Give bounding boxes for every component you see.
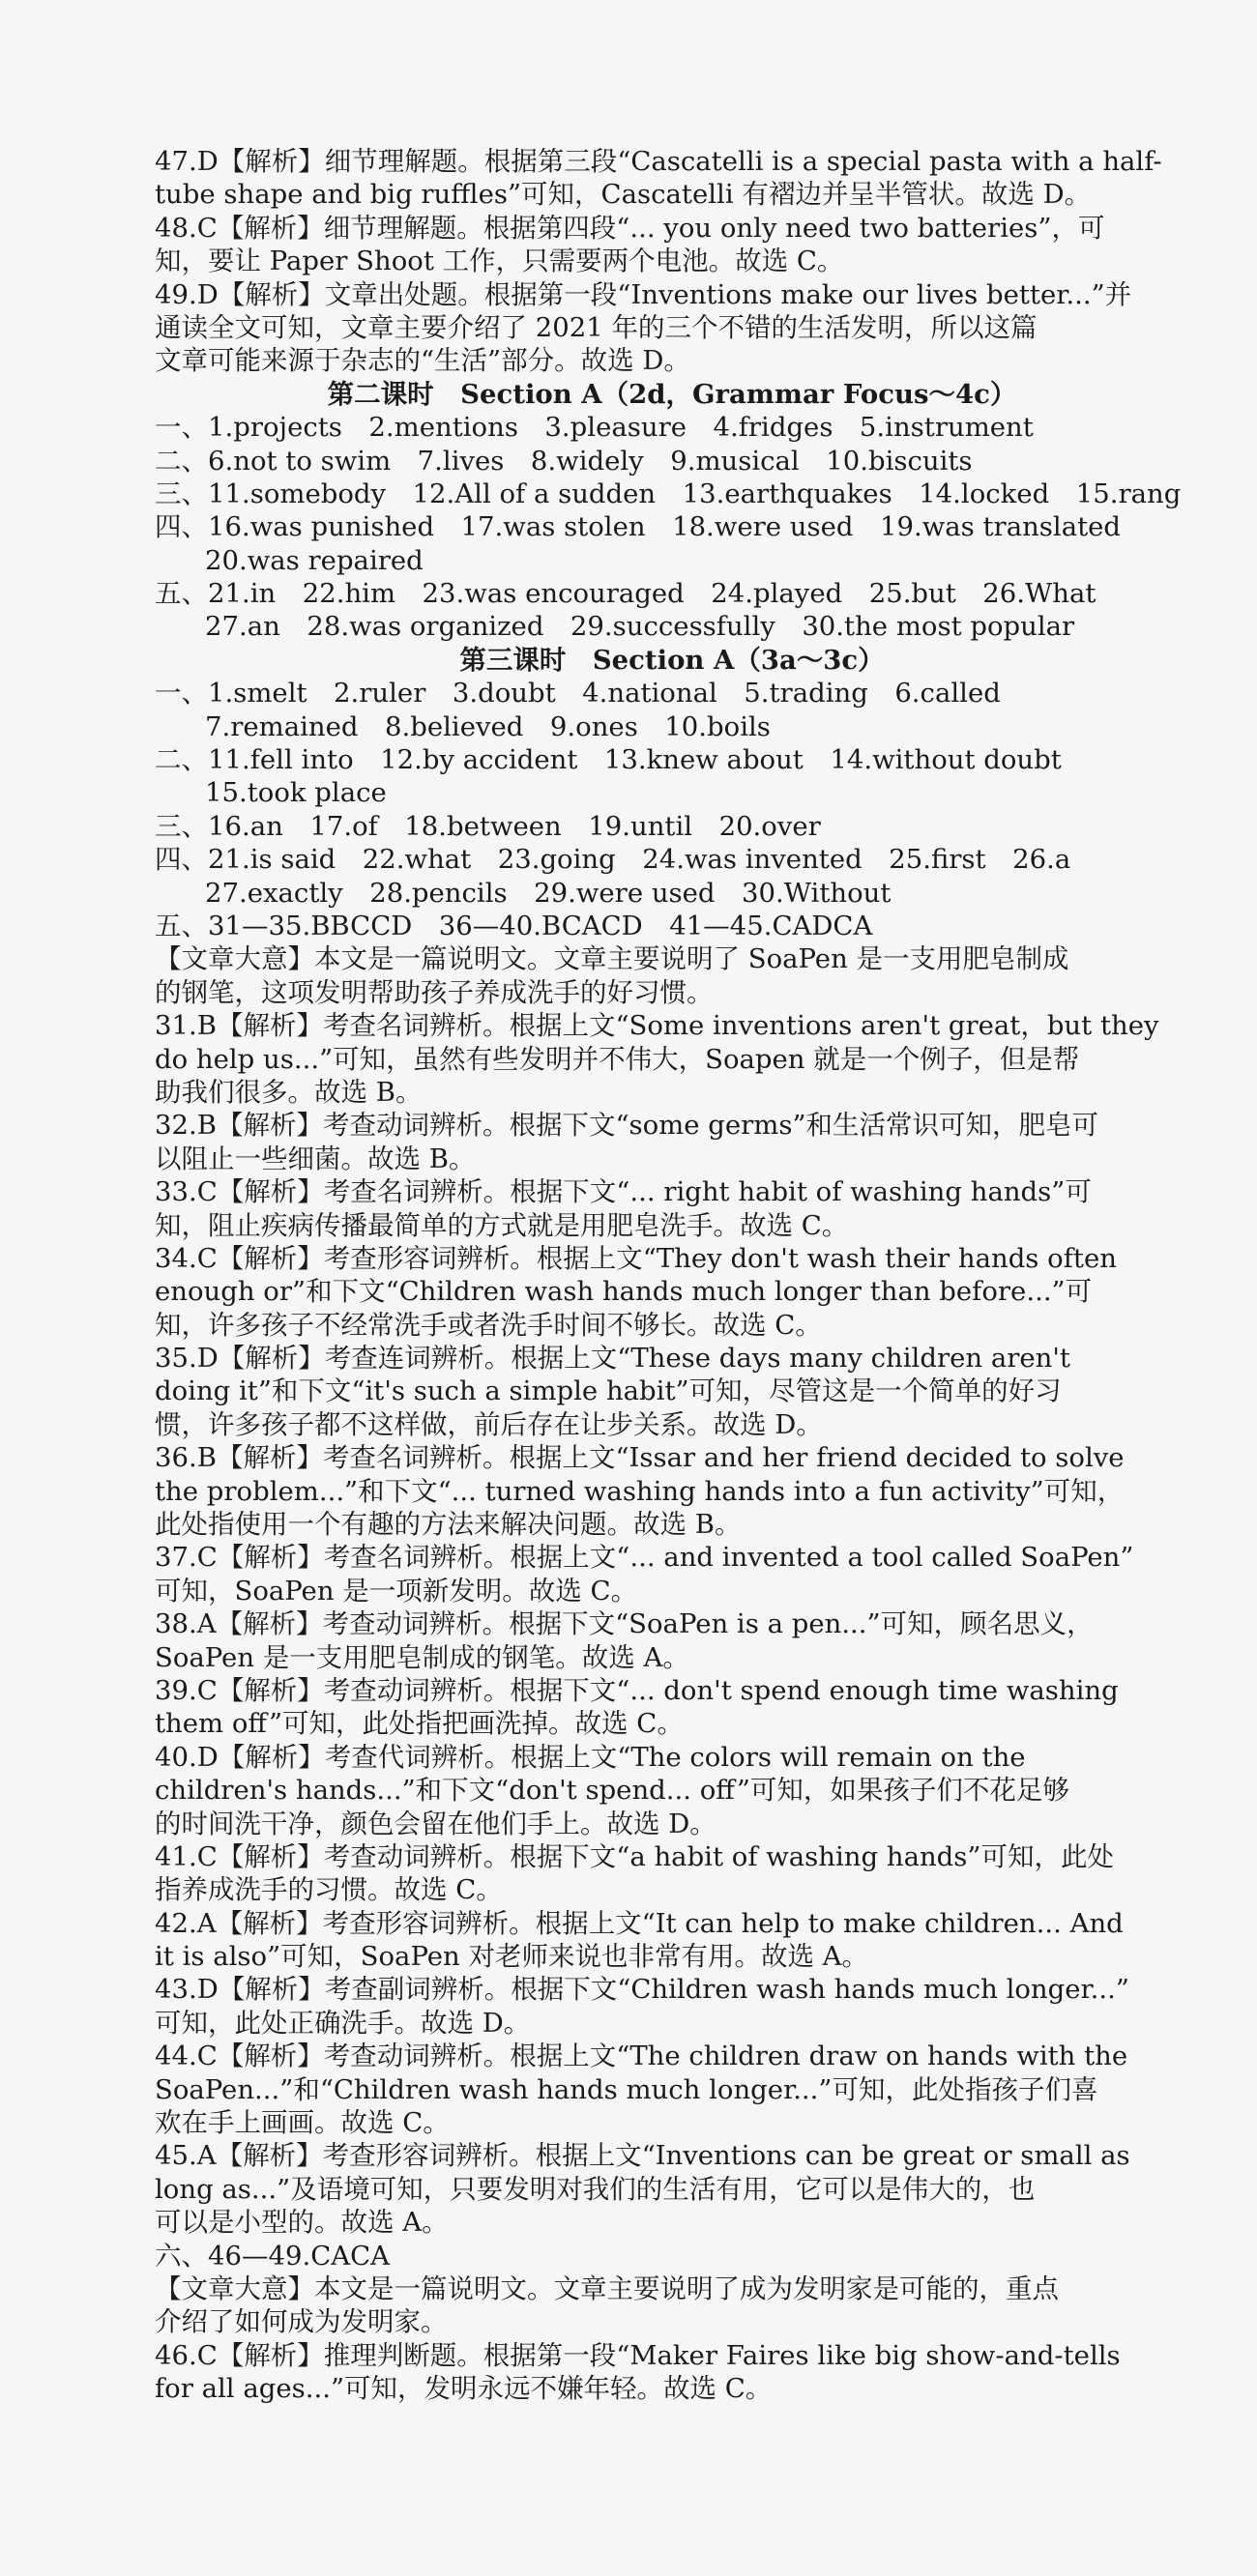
text-line: it is also”可知，SoaPen 对老师来说也非常有用。故选 A。 (155, 1941, 869, 1973)
text-line: long as...”及语境可知，只要发明对我们的生活有用，它可以是伟大的，也 (155, 2173, 1036, 2205)
text-line: 的钢笔，这项发明帮助孩子养成洗手的好习惯。 (155, 976, 714, 1008)
text-line: 四、16.was punished 17.was stolen 18.were used 19.was translated (155, 511, 1122, 543)
text-line: 五、21.in 22.him 23.was encouraged 24.played 25.but 26.What (155, 578, 1096, 610)
text-line: 43.D【解析】考查副词辨析。根据下文“Children wash hands much longer...” (155, 1974, 1129, 2006)
section-heading: 第三课时 Section A（3a～3c） (459, 644, 885, 676)
text-line: 42.A【解析】考查形容词辨析。根据上文“It can help to make children... And (155, 1907, 1124, 1939)
text-line: 可知，SoaPen 是一项新发明。故选 C。 (155, 1575, 638, 1606)
text-line: 五、31—35.BBCCD 36—40.BCACD 41—45.CADCA (155, 910, 873, 941)
text-line: 34.C【解析】考查形容词辨析。根据上文“They don't wash their hands often (155, 1242, 1117, 1274)
text-line: do help us...”可知，虽然有些发明并不伟大，Soapen 就是一个例子，但是帮 (155, 1043, 1080, 1075)
text-line: 47.D【解析】细节理解题。根据第三段“Cascatelli is a special pasta with a half- (155, 146, 1162, 177)
text-line: 三、16.an 17.of 18.between 19.until 20.over (155, 810, 821, 842)
text-line: 六、46—49.CACA (155, 2240, 391, 2272)
text-line: enough or”和下文“Children wash hands much longer than before...”可 (155, 1276, 1093, 1308)
text-line: 二、11.fell into 12.by accident 13.knew about 14.without doubt (155, 744, 1062, 776)
text-line: 【文章大意】本文是一篇说明文。文章主要说明了 SoaPen 是一支用肥皂制成 (155, 943, 1069, 975)
text-line: 46.C【解析】推理判断题。根据第一段“Maker Faires like big show-and-tells (155, 2339, 1121, 2371)
text-line: 35.D【解析】考查连词辨析。根据上文“These days many children aren't (155, 1343, 1070, 1375)
text-line: 33.C【解析】考查名词辨析。根据下文“... right habit of washing hands”可 (155, 1176, 1092, 1208)
text-line: 44.C【解析】考查动词辨析。根据上文“The children draw on hands with the (155, 2041, 1128, 2072)
text-line: 知，要让 Paper Shoot 工作，只需要两个电池。故选 C。 (155, 246, 844, 277)
text-line: 三、11.somebody 12.All of a sudden 13.earthquakes 14.locked 15.rang (155, 478, 1182, 509)
text-line: 一、1.projects 2.mentions 3.pleasure 4.fridges 5.instrument (155, 412, 1034, 444)
text-line: 31.B【解析】考查名词辨析。根据上文“Some inventions aren't great，but they (155, 1010, 1159, 1042)
text-line: them off”可知，此处指把画洗掉。故选 C。 (155, 1708, 684, 1740)
text-line: 48.C【解析】细节理解题。根据第四段“... you only need two batteries”，可 (155, 212, 1105, 244)
text-line: 此处指使用一个有趣的方法来解决问题。故选 B。 (155, 1509, 742, 1541)
text-line: 可知，此处正确洗手。故选 D。 (155, 2007, 531, 2039)
text-line: 文章可能来源于杂志的“生活”部分。故选 D。 (155, 345, 690, 377)
text-line: 27.exactly 28.pencils 29.were used 30.Without (205, 877, 892, 909)
text-line: the problem...”和下文“... turned washing hands into a fun activity”可知， (155, 1475, 1125, 1507)
text-line: 指养成洗手的习惯。故选 C。 (155, 1874, 503, 1906)
text-line: 的时间洗干净，颜色会留在他们手上。故选 D。 (155, 1808, 716, 1839)
text-line: 7.remained 8.believed 9.ones 10.boils (205, 710, 771, 742)
text-line: 41.C【解析】考查动词辨析。根据下文“a habit of washing hands”可知，此处 (155, 1840, 1114, 1872)
text-line: tube shape and big ruffles”可知，Cascatelli 有褶边并呈半管状。故选 D。 (155, 179, 1092, 211)
text-line: 15.took place (205, 777, 387, 809)
text-line: 32.B【解析】考查动词辨析。根据下文“some germs”和生活常识可知，肥皂可 (155, 1110, 1099, 1142)
text-line: 一、1.smelt 2.ruler 3.doubt 4.national 5.trading 6.called (155, 678, 1001, 709)
text-line: 38.A【解析】考查动词辨析。根据下文“SoaPen is a pen...”可知，顾名思义， (155, 1608, 1094, 1640)
text-line: 知，阻止疾病传播最简单的方式就是用肥皂洗手。故选 C。 (155, 1209, 849, 1241)
text-line: SoaPen...”和“Children wash hands much longer...”可知，此处指孩子们喜 (155, 2073, 1098, 2105)
text-line: 通读全文可知，文章主要介绍了 2021 年的三个不错的生活发明，所以这篇 (155, 311, 1038, 343)
text-line: 欢在手上画画。故选 C。 (155, 2107, 450, 2139)
text-line: 40.D【解析】考查代词辨析。根据上文“The colors will remain on the (155, 1741, 1026, 1773)
text-line: 49.D【解析】文章出处题。根据第一段“Inventions make our lives better...”并 (155, 278, 1132, 310)
text-line: 介绍了如何成为发明家。 (155, 2306, 448, 2338)
text-line: 二、6.not to swim 7.lives 8.widely 9.musical 10.biscuits (155, 445, 973, 477)
text-line: 36.B【解析】考查名词辨析。根据上文“Issar and her friend decided to solve (155, 1442, 1125, 1474)
text-line: 知，许多孩子不经常洗手或者洗手时间不够长。故选 C。 (155, 1309, 822, 1341)
text-line: SoaPen 是一支用肥皂制成的钢笔。故选 A。 (155, 1641, 689, 1673)
text-line: 45.A【解析】考查形容词辨析。根据上文“Inventions can be great or small as (155, 2140, 1130, 2172)
text-line: 可以是小型的。故选 A。 (155, 2207, 449, 2239)
text-line: children's hands...”和下文“don't spend... off”可知，如果孩子们不花足够 (155, 1775, 1069, 1807)
text-line: 39.C【解析】考查动词辨析。根据下文“... don't spend enough time washing (155, 1674, 1119, 1706)
text-line: 助我们很多。故选 B。 (155, 1076, 423, 1108)
text-line: 27.an 28.was organized 29.successfully 30.the most popular (205, 611, 1075, 643)
text-line: doing it”和下文“it's such a simple habit”可知，尽管这是一个简单的好习 (155, 1375, 1062, 1407)
text-line: for all ages...”可知，发明永远不嫌年轻。故选 C。 (155, 2373, 773, 2405)
text-line: 【文章大意】本文是一篇说明文。文章主要说明了成为发明家是可能的，重点 (155, 2273, 1059, 2304)
text-line: 以阻止一些细菌。故选 B。 (155, 1143, 476, 1174)
text-line: 20.was repaired (205, 544, 424, 576)
text-line: 惯，许多孩子都不这样做，前后存在让步关系。故选 D。 (155, 1408, 823, 1440)
section-heading: 第二课时 Section A（2d，Grammar Focus～4c） (327, 378, 1017, 410)
text-line: 四、21.is said 22.what 23.going 24.was invented 25.first 26.a (155, 844, 1071, 876)
text-line: 37.C【解析】考查名词辨析。根据上文“... and invented a tool called SoaPen” (155, 1542, 1134, 1574)
